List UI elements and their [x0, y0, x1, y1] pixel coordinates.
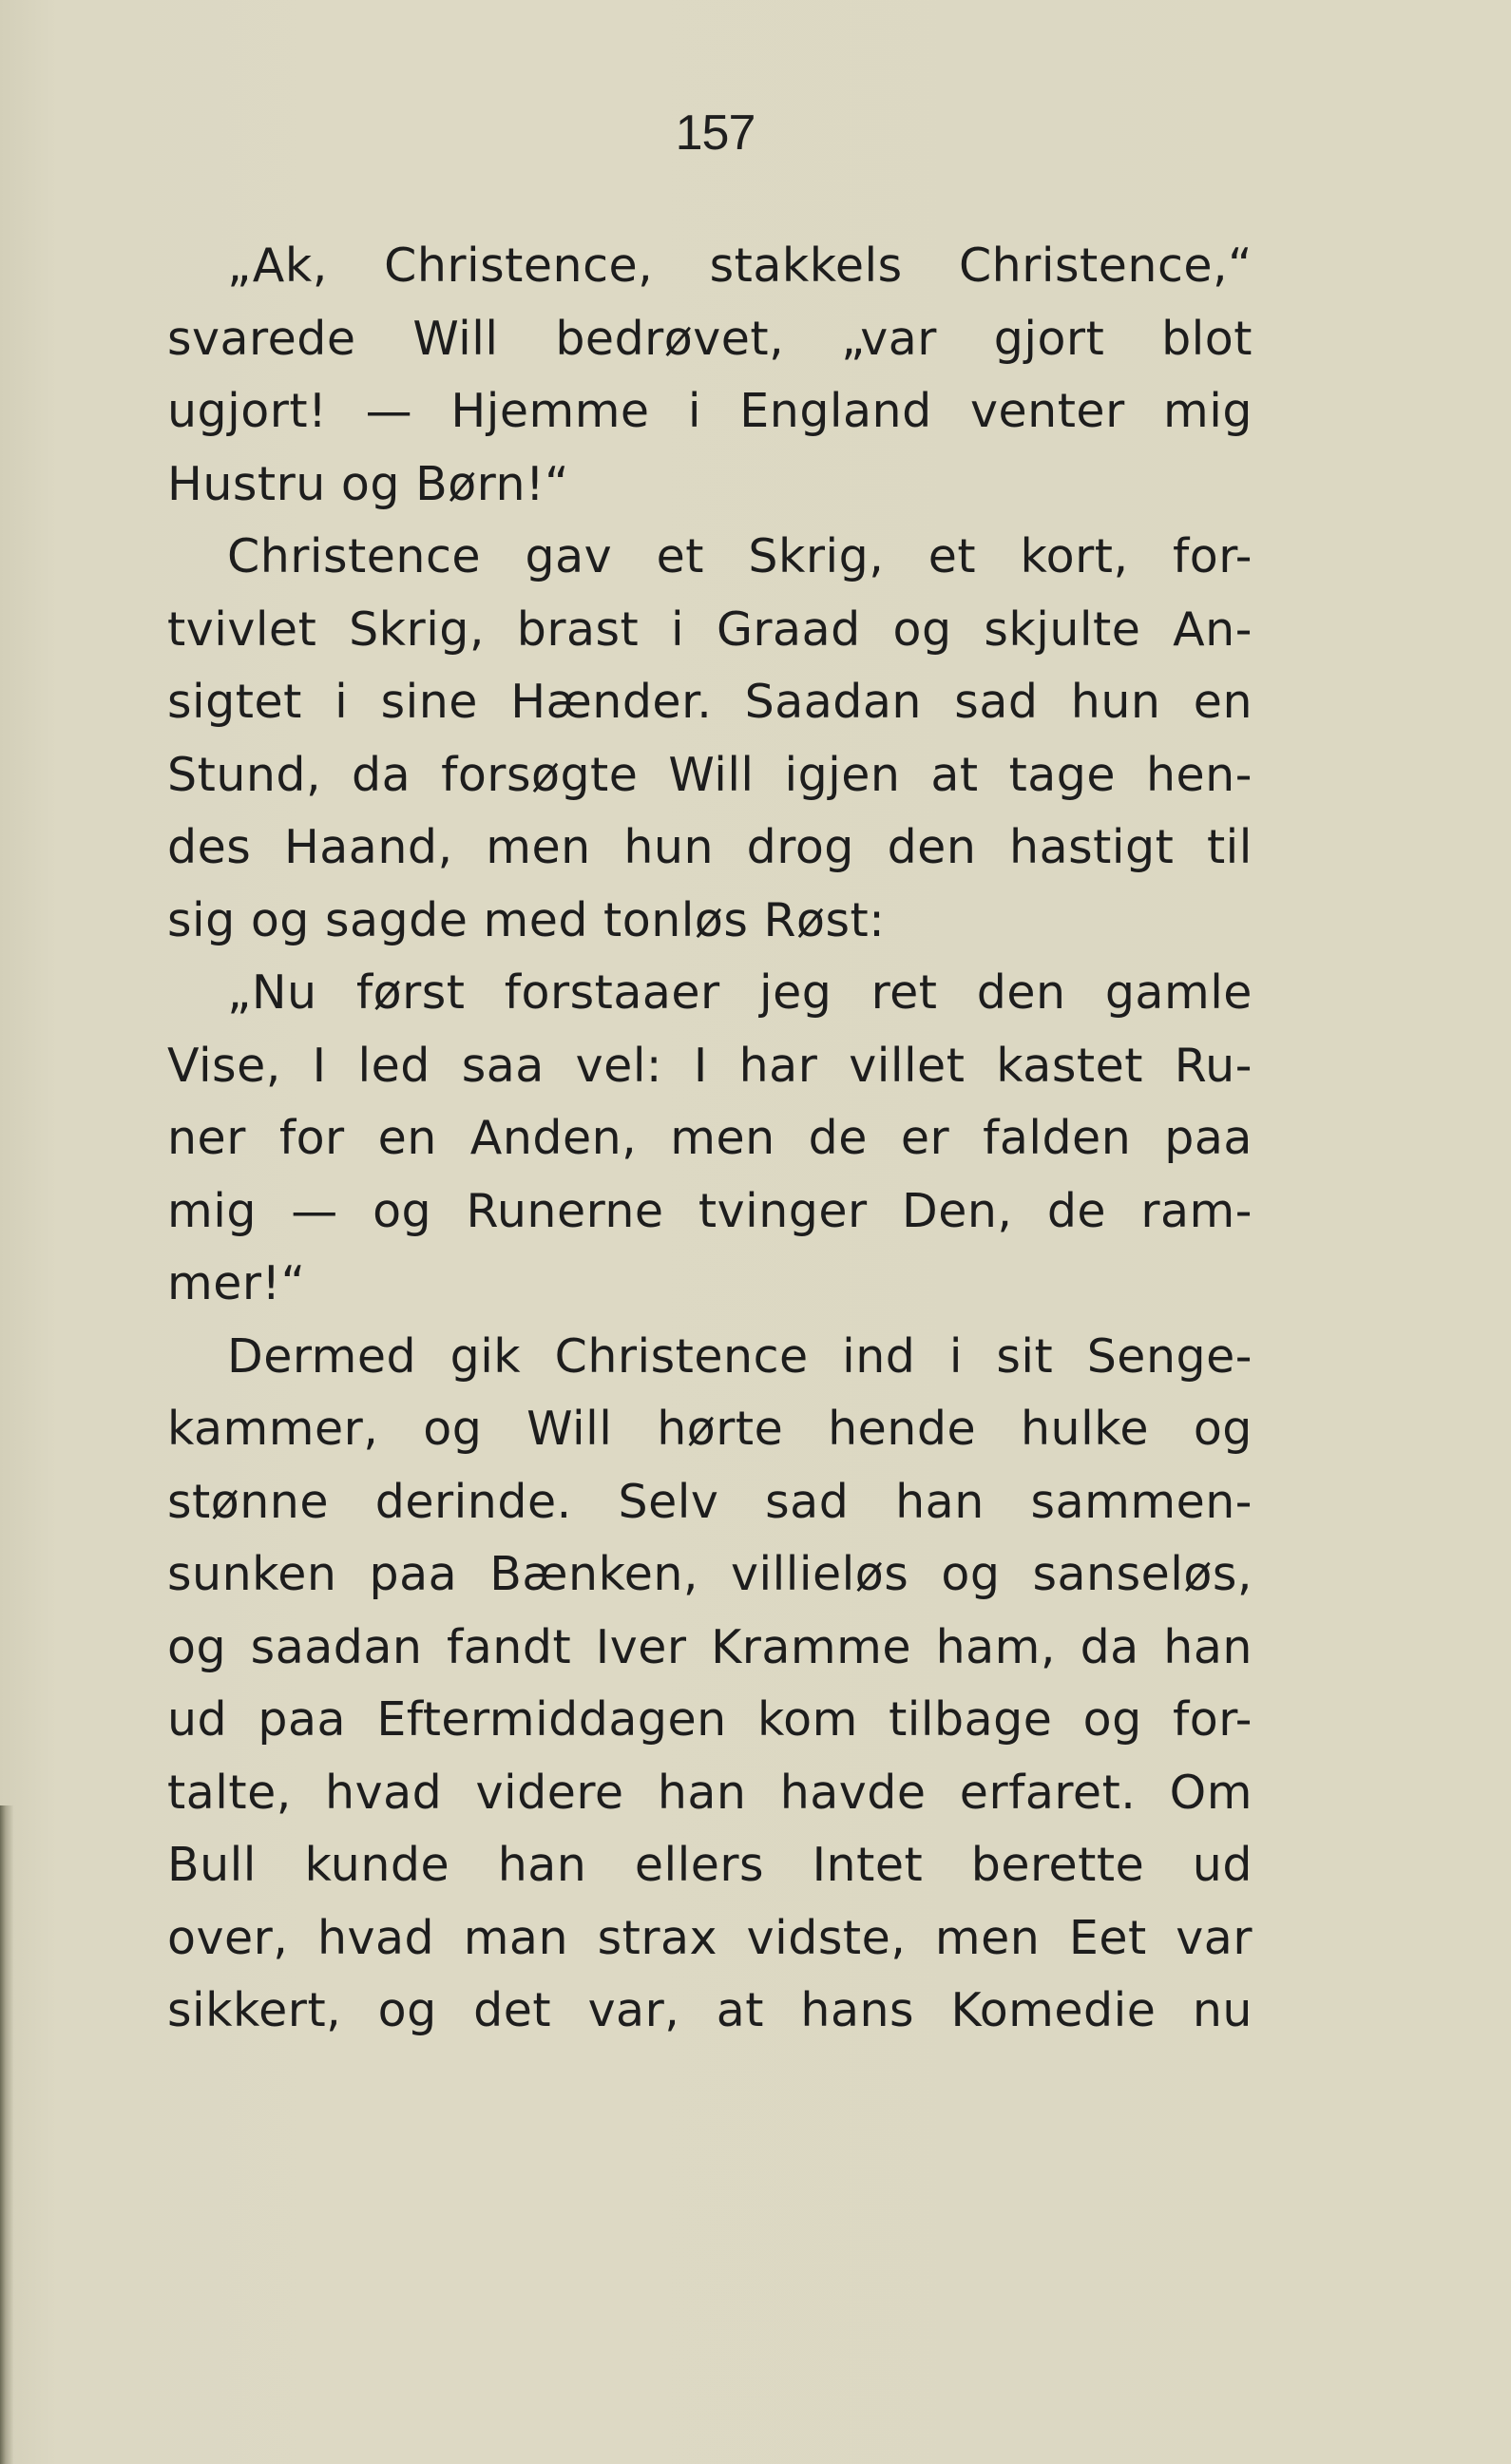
word: strax	[597, 1910, 718, 1965]
word: Selv	[618, 1474, 719, 1529]
word: ret	[870, 965, 938, 1020]
word: man	[463, 1910, 569, 1965]
word: I	[693, 1038, 708, 1093]
word: stønne	[167, 1474, 329, 1529]
word: Stund,	[167, 747, 322, 802]
word: jeg	[758, 965, 832, 1020]
word: des	[167, 820, 252, 874]
word: ellers	[634, 1838, 765, 1892]
word: havde	[779, 1765, 927, 1820]
text-line	[167, 666, 1253, 739]
text-line	[167, 1466, 1253, 1539]
word: nu	[1192, 1983, 1253, 2037]
word: Dermed	[227, 1328, 417, 1384]
word: ugjort!	[167, 384, 328, 438]
word: en	[377, 1111, 437, 1165]
word: hastigt	[1009, 820, 1175, 874]
word: og	[1082, 1692, 1142, 1747]
text-line	[167, 957, 1253, 1030]
word: Saadan	[744, 675, 922, 729]
word: da	[1080, 1619, 1139, 1674]
word: ram-	[1140, 1183, 1253, 1238]
text-line	[167, 1248, 1253, 1321]
word: har	[738, 1038, 818, 1093]
word: Kramme	[711, 1619, 912, 1674]
word: hans	[800, 1983, 915, 2037]
word: til	[1206, 820, 1253, 874]
word: hvad	[316, 1910, 435, 1965]
word: berette	[970, 1838, 1145, 1892]
word: gik	[449, 1328, 522, 1384]
word: led	[357, 1038, 430, 1093]
word: Vise,	[167, 1038, 281, 1093]
word: den	[887, 820, 977, 874]
word: paa	[369, 1547, 458, 1601]
word: An-	[1173, 602, 1253, 657]
word: Will	[412, 311, 499, 366]
word: hulke	[1020, 1402, 1149, 1456]
word: forsøgte	[441, 747, 639, 802]
word: blot	[1161, 311, 1253, 366]
word: Ru-	[1174, 1038, 1253, 1093]
text-line	[167, 1393, 1253, 1466]
word: gjort	[993, 311, 1105, 366]
word: hun	[623, 820, 714, 874]
word: Skrig,	[748, 529, 885, 583]
text-line	[167, 303, 1253, 376]
word: de	[808, 1111, 868, 1165]
word: villieløs	[731, 1547, 909, 1601]
word: i	[671, 602, 685, 657]
word: en	[1193, 675, 1253, 729]
word: at	[716, 1983, 764, 2037]
word: tilbage	[889, 1692, 1053, 1747]
word: sig og sagde med tonløs Røst:	[167, 892, 886, 947]
word: Intet	[812, 1838, 924, 1892]
word: først	[355, 965, 466, 1020]
text-line	[167, 1612, 1253, 1685]
word: bedrøvet,	[555, 311, 785, 366]
word: drog	[746, 820, 854, 874]
word: i	[687, 384, 701, 438]
word: sigtet	[167, 675, 302, 729]
text-line	[167, 230, 1253, 303]
word: og	[1193, 1402, 1253, 1456]
word: for-	[1173, 529, 1253, 583]
text-line	[167, 1175, 1253, 1249]
word: men	[486, 820, 591, 874]
word: Christence	[554, 1328, 809, 1384]
word: Hustru og Børn!“	[167, 456, 570, 511]
word: vel:	[575, 1038, 662, 1093]
text-line	[167, 1829, 1253, 1902]
word: sammen-	[1030, 1474, 1253, 1529]
word: Haand,	[283, 820, 453, 874]
word: over,	[167, 1910, 289, 1965]
word: kort,	[1020, 529, 1129, 583]
word: han	[895, 1474, 985, 1529]
word: hen-	[1145, 747, 1253, 802]
word: Bænken,	[489, 1547, 698, 1601]
word: —	[291, 1183, 338, 1238]
word: brast	[516, 602, 640, 657]
word: Christence	[227, 529, 482, 583]
word: men	[934, 1910, 1041, 1965]
word: er	[900, 1111, 950, 1165]
word: I	[312, 1038, 327, 1093]
word: de	[1046, 1183, 1107, 1238]
word: tvivlet	[167, 602, 317, 657]
word: Christence,	[384, 239, 654, 293]
text-line	[167, 1684, 1253, 1757]
word: og	[167, 1619, 227, 1674]
word: England	[739, 384, 932, 438]
word: saa	[461, 1038, 545, 1093]
word: paa	[1164, 1111, 1253, 1165]
word: og	[373, 1183, 432, 1238]
word: Hjemme	[450, 384, 650, 438]
word: villet	[849, 1038, 966, 1093]
word: Senge-	[1086, 1328, 1253, 1384]
word: fandt	[447, 1619, 572, 1674]
text-line	[167, 449, 1253, 522]
text-line	[167, 739, 1253, 812]
word: i	[948, 1328, 963, 1384]
word: kammer,	[167, 1402, 379, 1456]
word: ud	[1192, 1838, 1253, 1892]
word: vidste,	[746, 1910, 907, 1965]
word: derinde.	[374, 1474, 572, 1529]
word: Om	[1169, 1765, 1253, 1820]
word: Christence,“	[958, 239, 1253, 293]
text-line	[167, 885, 1253, 958]
word: falden	[983, 1111, 1132, 1165]
word: hun	[1070, 675, 1161, 729]
word: et	[656, 529, 704, 583]
word: paa	[258, 1692, 347, 1747]
text-line	[167, 1030, 1253, 1103]
word: for-	[1173, 1692, 1253, 1747]
word: saadan	[250, 1619, 423, 1674]
word: mer!“	[167, 1256, 306, 1310]
word: ud	[167, 1692, 228, 1747]
word: Will	[668, 747, 755, 802]
word: „var	[841, 311, 937, 366]
word: kunde	[304, 1838, 450, 1892]
page-number: 157	[675, 105, 756, 161]
word: hvad	[325, 1765, 443, 1820]
text-line	[167, 1321, 1253, 1394]
text-line	[167, 594, 1253, 667]
word: og	[892, 602, 952, 657]
word: han	[657, 1765, 747, 1820]
word: ner	[167, 1111, 246, 1165]
text-line	[167, 521, 1253, 594]
body-text	[167, 230, 1253, 2048]
word: gamle	[1104, 965, 1253, 1020]
text-line	[167, 1902, 1253, 1976]
word: Iver	[595, 1619, 687, 1674]
word: var	[1176, 1910, 1253, 1965]
word: Den,	[901, 1183, 1013, 1238]
text-line	[167, 1757, 1253, 1830]
word: gav	[525, 529, 613, 583]
word: at	[930, 747, 979, 802]
word: Bull	[167, 1838, 257, 1892]
word: og	[941, 1547, 1001, 1601]
word: sad	[954, 675, 1039, 729]
word: svarede	[167, 311, 356, 366]
text-line	[167, 375, 1253, 449]
word: kastet	[996, 1038, 1143, 1093]
word: venter	[970, 384, 1125, 438]
word: erfaret.	[959, 1765, 1137, 1820]
word: og	[423, 1402, 483, 1456]
word: Anden,	[469, 1111, 638, 1165]
word: da	[352, 747, 411, 802]
word: sanseløs,	[1032, 1547, 1253, 1601]
word: Komedie	[950, 1983, 1157, 2037]
word: ham,	[935, 1619, 1056, 1674]
word: Eet	[1068, 1910, 1147, 1965]
word: Skrig,	[349, 602, 485, 657]
word: og	[377, 1983, 437, 2037]
word: var,	[587, 1983, 680, 2037]
word: talte,	[167, 1765, 292, 1820]
word: skjulte	[984, 602, 1141, 657]
word: tvinger	[698, 1183, 868, 1238]
word: Graad	[716, 602, 861, 657]
word: Hænder.	[510, 675, 713, 729]
word: den	[976, 965, 1066, 1020]
word: sit	[996, 1328, 1054, 1384]
word: hørte	[657, 1402, 784, 1456]
word: tage	[1008, 747, 1117, 802]
word: for	[278, 1111, 345, 1165]
word: videre	[475, 1765, 624, 1820]
word: Will	[526, 1402, 613, 1456]
word: det	[473, 1983, 552, 2037]
word: sine	[380, 675, 478, 729]
word: han	[497, 1838, 587, 1892]
word: mig	[167, 1183, 257, 1238]
word: et	[928, 529, 977, 583]
text-line	[167, 812, 1253, 885]
word: men	[670, 1111, 775, 1165]
word: sikkert,	[167, 1983, 342, 2037]
word: han	[1163, 1619, 1253, 1674]
word: „Ak,	[227, 239, 328, 293]
word: sad	[765, 1474, 850, 1529]
text-line	[167, 1538, 1253, 1612]
word: kom	[756, 1692, 858, 1747]
word: —	[365, 384, 413, 438]
text-line	[167, 1102, 1253, 1175]
word: i	[335, 675, 349, 729]
word: ind	[842, 1328, 916, 1384]
word: forstaaer	[504, 965, 720, 1020]
word: mig	[1163, 384, 1253, 438]
page-binding-edge	[0, 1805, 13, 2464]
word: hende	[828, 1402, 977, 1456]
text-line	[167, 1975, 1253, 2048]
word: stakkels	[709, 239, 903, 293]
word: Runerne	[466, 1183, 664, 1238]
word: Eftermiddagen	[376, 1692, 727, 1747]
word: sunken	[167, 1547, 337, 1601]
word: igjen	[784, 747, 901, 802]
word: „Nu	[227, 965, 317, 1020]
